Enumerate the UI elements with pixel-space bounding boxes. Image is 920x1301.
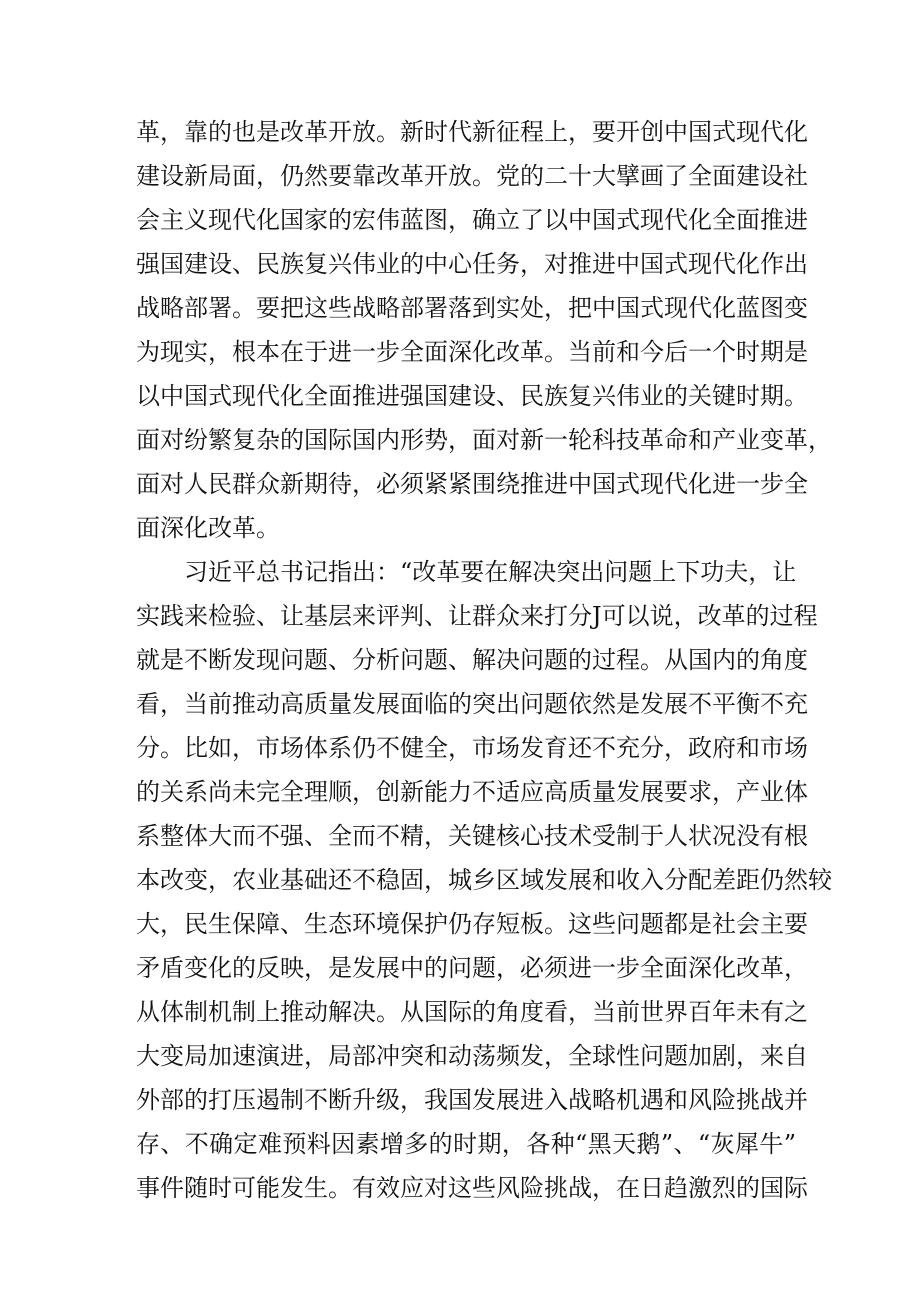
paragraph-1 xyxy=(136,110,832,550)
text-line: 实践来检验、让基层来评判、让群众来打分J可以说，改革的过程 xyxy=(136,602,818,630)
text-line: 从体制机制上推动解决。从国际的角度看，当前世界百年未有之 xyxy=(136,998,808,1026)
text-line: 就是不断发现问题、分析问题、解决问题的过程。从国内的角度 xyxy=(136,646,808,674)
text-line: 存、不确定难预料因素增多的时期，各种“黑天鹅”、“灰犀牛” xyxy=(136,1130,796,1158)
text-line: 面对人民群众新期待，必须紧紧围绕推进中国式现代化进一步全 xyxy=(136,470,808,498)
text-line: 矛盾变化的反映，是发展中的问题，必须进一步全面深化改革， xyxy=(136,954,808,982)
text-line: 革，靠的也是改革开放。新时代新征程上，要开创中国式现代化 xyxy=(136,118,808,146)
text-line: 强国建设、民族复兴伟业的中心任务，对推进中国式现代化作出 xyxy=(136,250,808,278)
text-line: 大变局加速演进，局部冲突和动荡频发，全球性问题加剧，来自 xyxy=(136,1042,808,1070)
text-line: 看，当前推动高质量发展面临的突出问题依然是发展不平衡不充 xyxy=(136,690,808,718)
text-line: 会主义现代化国家的宏伟蓝图，确立了以中国式现代化全面推进 xyxy=(136,206,808,234)
text-line: 外部的打压遏制不断升级，我国发展进入战略机遇和风险挑战并 xyxy=(136,1086,808,1114)
text-line: 为现实，根本在于进一步全面深化改革。当前和今后一个时期是 xyxy=(136,338,808,366)
text-line: 建设新局面，仍然要靠改革开放。党的二十大擘画了全面建设社 xyxy=(136,162,808,190)
text-line: 系整体大而不强、全而不精，关键核心技术受制于人状况没有根 xyxy=(136,822,808,850)
text-line: 以中国式现代化全面推进强国建设、民族复兴伟业的关键时期。 xyxy=(136,382,808,410)
text-line: 大，民生保障、生态环境保护仍存短板。这些问题都是社会主要 xyxy=(136,910,808,938)
text-line: 的关系尚未完全理顺，创新能力不适应高质量发展要求，产业体 xyxy=(136,778,808,806)
text-line: 面对纷繁复杂的国际国内形势，面对新一轮科技革命和产业变革， xyxy=(136,426,832,454)
text-line: 战略部署。要把这些战略部署落到实处，把中国式现代化蓝图变 xyxy=(136,294,808,322)
text-line: 本改变，农业基础还不稳固，城乡区域发展和收入分配差距仍然较 xyxy=(136,866,832,894)
text-line: 事件随时可能发生。有效应对这些风险挑战，在日趋激烈的国际 xyxy=(136,1174,808,1202)
paragraph-2 xyxy=(136,550,832,1210)
text-line-first: 习近平总书记指出：“改革要在解决突出问题上下功夫，让 xyxy=(184,558,797,586)
text-line-last: 面深化改革。 xyxy=(136,514,280,542)
body-text xyxy=(136,110,832,1210)
text-line: 分。比如，市场体系仍不健全，市场发育还不充分，政府和市场 xyxy=(136,734,808,762)
